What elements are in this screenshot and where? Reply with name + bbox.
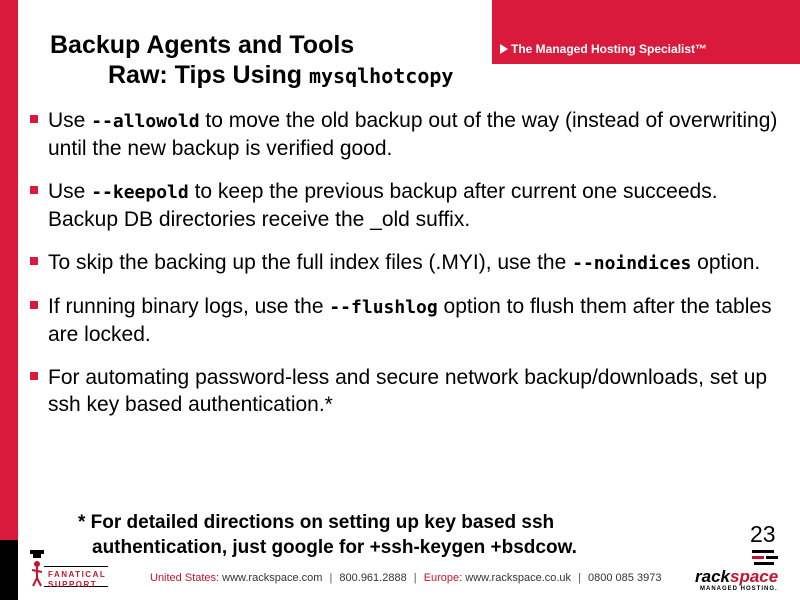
eu-label: Europe: — [423, 572, 463, 584]
bullet-text: to keep the previous backup after current one succeeds. Backup DB directories receive the _old suffix. — [48, 180, 718, 231]
bullet-text: to move the old backup out of the way (instead of overwriting) until the new backup is verified good. — [48, 109, 778, 160]
rackspace-tagline: MANAGED HOSTING. — [700, 586, 778, 592]
bullet-item — [30, 249, 790, 277]
bullet-code: --flushlog — [329, 297, 438, 318]
bullet-text: option to flush them after the tables are locked. — [48, 295, 772, 346]
eu-phone: 0800 085 3973 — [588, 572, 662, 584]
footnote-line: authentication, just google for +ssh-keygen +bsdcow. — [92, 537, 577, 558]
left-accent-bar-bottom — [0, 540, 18, 600]
rackspace-word-part: rack — [695, 567, 730, 586]
divider: | — [578, 572, 581, 584]
bullet-code: --noindices — [572, 253, 692, 274]
bullet-item — [30, 178, 790, 233]
fanatical-line: FANATICAL — [48, 570, 107, 579]
divider: | — [329, 572, 333, 584]
bullet-item — [30, 293, 790, 348]
footnote — [78, 510, 577, 560]
bullet-text: To skip the backing up the full index files (.MYI), use the — [48, 251, 573, 274]
divider: | — [413, 572, 417, 584]
bullet-text: option. — [691, 251, 761, 274]
eu-website-link[interactable]: www.rackspace.co.uk — [465, 572, 572, 584]
slide-title: Backup Agents and Tools — [50, 31, 355, 59]
support-line: SUPPORT — [48, 580, 98, 589]
rackspace-wordmark — [695, 567, 778, 587]
play-arrow-icon — [500, 44, 508, 54]
contact-info — [150, 572, 661, 584]
left-accent-bar — [0, 0, 18, 540]
us-label: United States: — [150, 572, 220, 584]
rackspace-word-part: space — [729, 567, 779, 586]
us-website-link[interactable]: www.rackspace.com — [222, 572, 323, 584]
bullet-text: For automating password-less and secure network backup/downloads, set up ssh key based authentication.* — [48, 366, 768, 416]
us-phone: 800.961.2888 — [339, 572, 407, 584]
bullet-list — [30, 107, 790, 434]
bullet-text: Use — [48, 109, 92, 132]
footnote-line: * For detailed directions on setting up key based ssh — [78, 512, 555, 533]
fanatical-support-text — [48, 570, 106, 590]
page-number: 23 — [750, 521, 776, 547]
tagline-text: The Managed Hosting Specialist™ — [511, 42, 708, 56]
bullet-text: Use — [48, 180, 92, 203]
bullet-item — [30, 107, 790, 162]
subtitle-code: mysqlhotcopy — [308, 64, 454, 88]
slide-subtitle — [108, 61, 453, 90]
bullet-code: --allowold — [91, 111, 200, 132]
subtitle-prefix: Raw: Tips Using — [108, 61, 309, 89]
bullet-text: If running binary logs, use the — [48, 295, 330, 318]
bullet-item — [30, 364, 790, 418]
bullet-code: --keepold — [91, 182, 189, 203]
header-tagline — [500, 42, 707, 56]
